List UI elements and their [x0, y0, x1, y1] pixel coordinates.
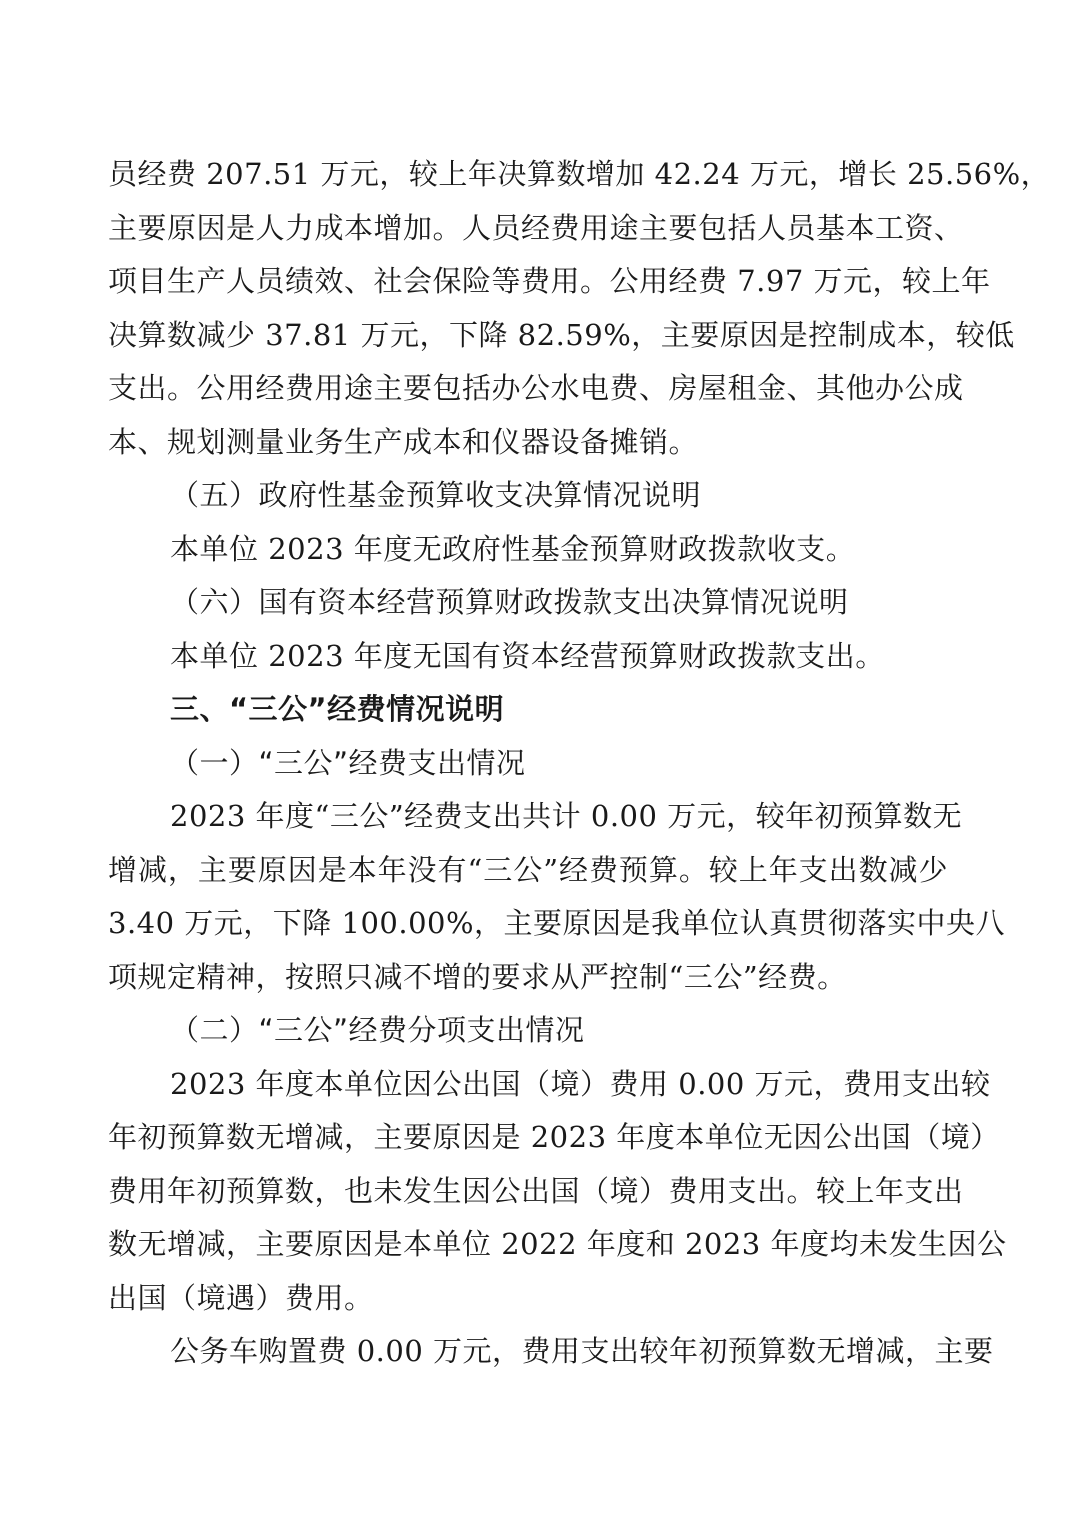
body-text-line: 项目生产人员绩效、社会保险等费用。公用经费 7.97 万元，较上年: [108, 264, 991, 298]
body-text-line: 2023 年度“三公”经费支出共计 0.00 万元，较年初预算数无: [170, 799, 963, 833]
body-text-line: 公务车购置费 0.00 万元，费用支出较年初预算数无增减，主要: [170, 1334, 994, 1368]
body-text-line: 出国（境遇）费用。: [108, 1280, 374, 1315]
body-text-line: 增减，主要原因是本年没有“三公”经费预算。较上年支出数减少: [108, 852, 948, 887]
body-text-line: 主要原因是人力成本增加。人员经费用途主要包括人员基本工资、: [108, 210, 964, 245]
body-text-line: 本单位 2023 年度无国有资本经营预算财政拨款支出。: [170, 638, 885, 673]
body-text-line: 2023 年度本单位因公出国（境）费用 0.00 万元，费用支出较: [170, 1066, 991, 1101]
body-text-line: 3.40 万元，下降 100.00%，主要原因是我单位认真贯彻落实中央八: [108, 906, 1006, 940]
section-heading-5: （五）政府性基金预算收支决算情况说明: [170, 478, 702, 512]
subsection-heading-1: （一）“三公”经费支出情况: [170, 745, 526, 780]
body-text-line: 本单位 2023 年度无政府性基金预算财政拨款收支。: [170, 531, 856, 566]
body-text-line: 费用年初预算数，也未发生因公出国（境）费用支出。较上年支出: [108, 1173, 964, 1208]
body-text-line: 支出。公用经费用途主要包括办公水电费、房屋租金、其他办公成: [108, 371, 964, 405]
document-page: [108, 148, 1051, 1379]
subsection-heading-2: （二）“三公”经费分项支出情况: [170, 1013, 585, 1047]
body-text-line: 年初预算数无增减，主要原因是 2023 年度本单位无因公出国（境）: [108, 1120, 1000, 1154]
body-text-line: 决算数减少 37.81 万元，下降 82.59%，主要原因是控制成本，较低: [108, 317, 1015, 352]
body-text-line: 数无增减，主要原因是本单位 2022 年度和 2023 年度均未发生因公: [108, 1227, 1007, 1261]
section-heading-3: 三、“三公”经费情况说明: [170, 692, 505, 726]
body-text-line: 项规定精神，按照只减不增的要求从严控制“三公”经费。: [108, 959, 847, 994]
body-text-line: 本、规划测量业务生产成本和仪器设备摊销。: [108, 424, 699, 459]
section-heading-6: （六）国有资本经营预算财政拨款支出决算情况说明: [170, 585, 849, 619]
body-text-line: 员经费 207.51 万元，较上年决算数增加 42.24 万元，增长 25.56%，: [108, 157, 1051, 191]
